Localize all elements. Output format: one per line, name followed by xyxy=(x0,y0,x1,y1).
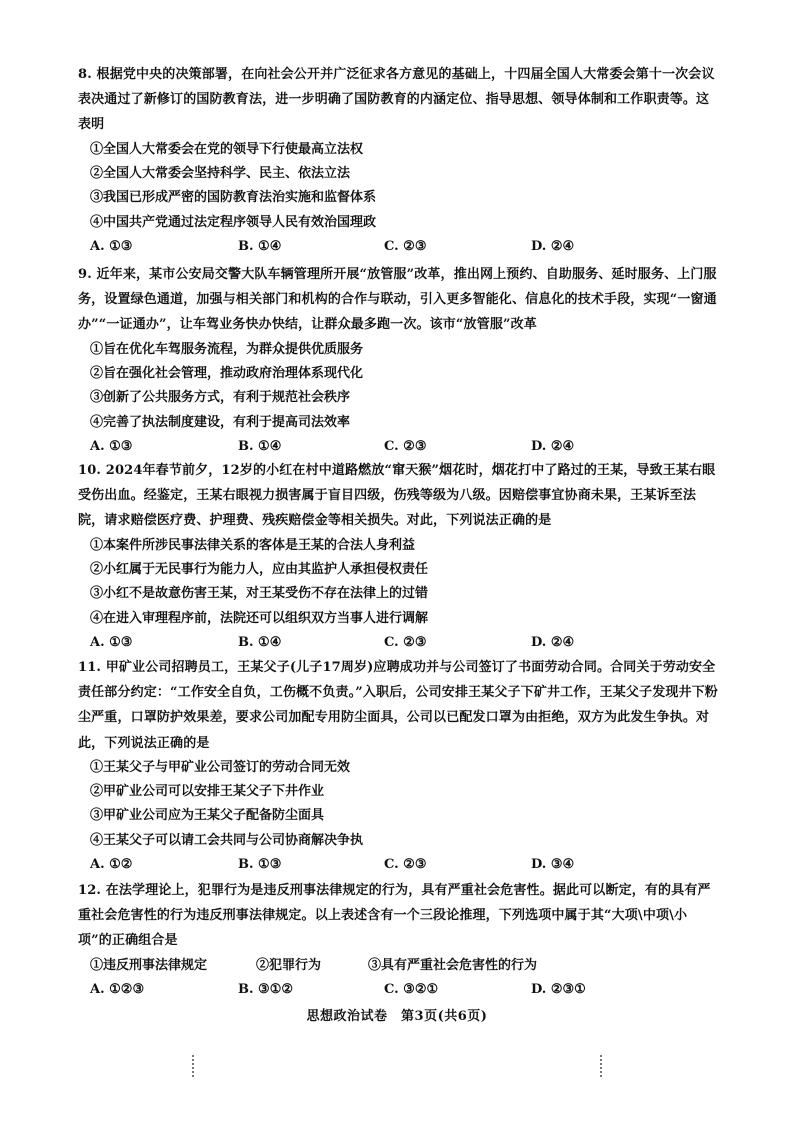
binding-dots-right xyxy=(600,1055,602,1077)
choice-c: C. ②③ xyxy=(384,857,427,872)
binding-dots-left xyxy=(192,1055,194,1077)
question-9-option-3: ③创新了公共服务方式，有利于规范社会秩序 xyxy=(90,390,351,406)
question-10-option-3: ③小红不是故意伤害王某，对王某受伤不存在法律上的过错 xyxy=(90,586,429,602)
question-12-stem: 12. 在法学理论上，犯罪行为是违反刑事法律规定的行为，具有严重社会危害性。据此可以断定，有的具有严重社会危害性的行为违反刑事法律规定。以上表述含有一个三段论推理，下列选项中属于其“大项\中项\小项”的正确组合是 xyxy=(78,883,711,949)
question-9-option-4: ④完善了执法制度建设，有利于提高司法效率 xyxy=(90,414,351,430)
question-9-option-1: ①旨在优化车驾服务流程，为群众提供优质服务 xyxy=(90,341,364,357)
question-8-option-1: ①全国人大常委会在党的领导下行使最高立法权 xyxy=(90,141,364,157)
question-9-stem: 9. 近年来，某市公安局交警大队车辆管理所开展“放管服”改革，推出网上预约、自助服务、延时服务、上门服务，设置绿色通道，加强与相关部门和机构的合作与联动，引入更多智能化、信息化的技术手段，实现“一窗通办”“一证通办”，让车驾业务快办快结，让群众最多跑一次。该市“放管服”改革 xyxy=(78,267,717,333)
question-8-stem: 8. 根据党中央的决策部署，在向社会公开并广泛征求各方意见的基础上，十四届全国人大常委会第十一次会议表决通过了新修订的国防教育法，进一步明确了国防教育的内涵定位、指导思想、领导体制和工作职责等。这表明 xyxy=(78,67,715,133)
question-12 xyxy=(78,878,718,1002)
question-9-choices xyxy=(78,435,718,459)
choice-c: C. ②③ xyxy=(384,238,427,254)
choice-b: B. ①④ xyxy=(238,634,282,650)
choice-a: A. ①③ xyxy=(90,438,133,454)
choice-a: A. ①②③ xyxy=(90,981,145,997)
choice-a: A. ①② xyxy=(90,857,133,872)
question-12-item-2: ②犯罪行为 xyxy=(256,957,322,973)
question-8-option-3: ③我国已形成严密的国防教育法治实施和监督体系 xyxy=(90,190,377,206)
question-10-choices xyxy=(78,631,718,655)
choice-c: C. ②③ xyxy=(384,634,427,650)
question-8-option-4: ④中国共产党通过法定程序领导人民有效治国理政 xyxy=(90,214,377,230)
question-12-items xyxy=(78,954,718,978)
choice-b: B. ①④ xyxy=(238,438,282,454)
question-12-item-1: ①违反刑事法律规定 xyxy=(90,957,208,973)
choice-c: C. ③②① xyxy=(384,981,439,997)
question-10-option-1: ①本案件所涉民事法律关系的客体是王某的合法人身利益 xyxy=(90,537,416,553)
choice-d: D. ②④ xyxy=(531,438,575,454)
question-9-option-2: ②旨在强化社会管理，推动政府治理体系现代化 xyxy=(90,365,364,381)
page-footer: 思想政治试卷 第3页(共6页) xyxy=(306,1009,488,1024)
choice-a: A. ①③ xyxy=(90,634,133,650)
question-11-option-3: ③甲矿业公司应为王某父子配备防尘面具 xyxy=(90,808,325,824)
question-10 xyxy=(78,458,718,655)
choice-d: D. ②③① xyxy=(531,981,586,997)
choice-d: D. ②④ xyxy=(531,238,575,254)
question-10-stem: 10. 2024年春节前夕，12岁的小红在村中道路燃放“窜天猴”烟花时，烟花打中了路过的王某，导致王某右眼受伤出血。经鉴定，王某右眼视力损害属于盲目四级，伤残等级为八级。因赔偿事宜协商未果，王某诉至法院，请求赔偿医疗费、护理费、残疾赔偿金等相关损失。对此，下列说法正确的是 xyxy=(78,463,716,529)
question-11-option-2: ②甲矿业公司可以安排王某父子下井作业 xyxy=(90,784,325,800)
choice-c: C. ②③ xyxy=(384,438,427,454)
question-12-item-3: ③具有严重社会危害性的行为 xyxy=(368,957,538,973)
choice-b: B. ①④ xyxy=(238,238,282,254)
question-8-option-2: ②全国人大常委会坚持科学、民主、依法立法 xyxy=(90,165,351,181)
choice-a: A. ①③ xyxy=(90,238,133,254)
question-11-choices xyxy=(78,853,718,877)
question-11-stem: 11. 甲矿业公司招聘员工，王某父子(儿子17周岁)应聘成功并与公司签订了书面劳动合同。合同关于劳动安全责任部分约定：“工作安全自负，工伤概不负责。”入职后，公司安排王某父子下矿井工作，王某父子发现井下粉尘严重，口罩防护效果差，要求公司加配专用防尘面具，公司以已配发口罩为由拒绝，双方为此发生争执。对此，下列说法正确的是 xyxy=(78,660,718,751)
question-12-choices xyxy=(78,978,718,1002)
question-8-choices xyxy=(78,235,718,259)
question-9 xyxy=(78,262,718,459)
question-10-option-4: ④在进入审理程序前，法院还可以组织双方当事人进行调解 xyxy=(90,610,429,626)
choice-b: B. ③①② xyxy=(238,981,294,997)
choice-d: D. ②④ xyxy=(531,634,575,650)
question-11-option-1: ①王某父子与甲矿业公司签订的劳动合同无效 xyxy=(90,759,351,775)
choice-b: B. ①③ xyxy=(238,857,282,872)
question-10-option-2: ②小红属于无民事行为能力人，应由其监护人承担侵权责任 xyxy=(90,561,429,577)
question-11 xyxy=(78,655,718,877)
question-11-option-4: ④王某父子可以请工会共同与公司协商解决争执 xyxy=(90,832,364,848)
choice-d: D. ③④ xyxy=(531,857,575,872)
question-8 xyxy=(78,62,718,259)
